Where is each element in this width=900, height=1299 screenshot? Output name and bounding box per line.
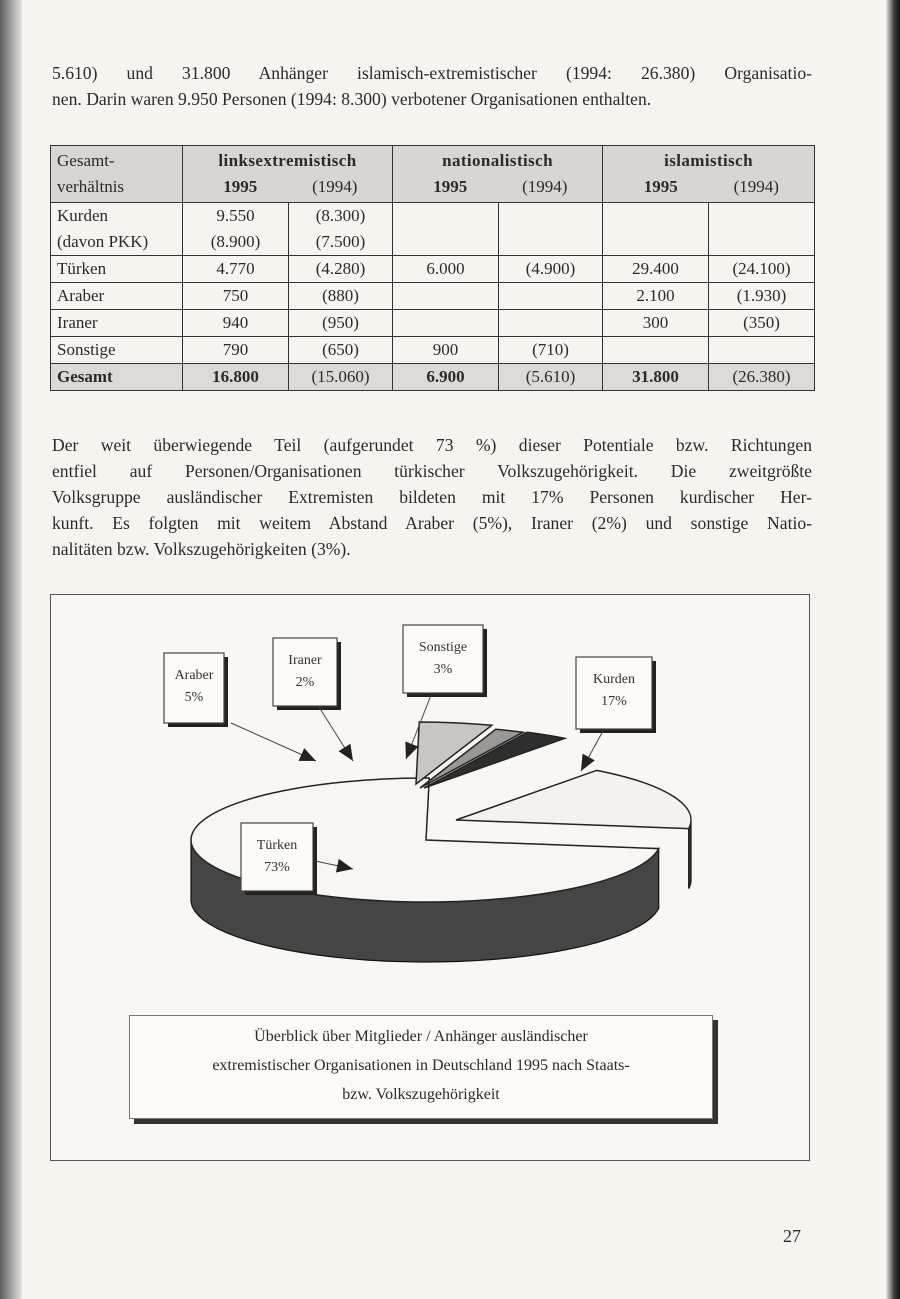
- group-label: islamistisch: [664, 151, 753, 170]
- group-label: linksextremistisch: [218, 151, 357, 170]
- label-box-sonstige: [403, 625, 483, 693]
- slice-label-araber: Araber: [174, 668, 214, 683]
- table-header-row: [51, 146, 815, 203]
- pie-slice-kurden: [456, 770, 691, 828]
- table-cell: 940: [183, 310, 289, 337]
- table-cell: [709, 337, 815, 364]
- membership-table: [50, 145, 815, 391]
- slice-label-türken: Türken: [256, 838, 298, 853]
- table-cell: (350): [709, 310, 815, 337]
- chart-caption: [129, 1015, 713, 1119]
- table-cell: (4.280): [289, 256, 393, 283]
- table-cell: (950): [289, 310, 393, 337]
- table-cell: (4.900): [499, 256, 603, 283]
- table-row: [51, 203, 815, 256]
- table-cell: [393, 283, 499, 310]
- table-cell: 31.800: [603, 364, 709, 391]
- table-cell: (15.060): [289, 364, 393, 391]
- table-cell: 4.770: [183, 256, 289, 283]
- table-cell: 6.900: [393, 364, 499, 391]
- caption-line: extremistischer Organisationen in Deutschland 1995 nach Staats-: [212, 1057, 630, 1074]
- table-cell: 750: [183, 283, 289, 310]
- table-cell: 300: [603, 310, 709, 337]
- label-box-iraner: [273, 638, 337, 706]
- intro-line: nen. Darin waren 9.950 Personen (1994: 8.300) verbotener Organisationen enthalten.: [52, 89, 652, 109]
- table-cell: [499, 283, 603, 310]
- row-label: Kurden (davon PKK): [51, 203, 183, 256]
- table-cell: (1.930): [709, 283, 815, 310]
- table-cell: 790: [183, 337, 289, 364]
- slice-value-kurden: 17%: [601, 694, 627, 709]
- intro-line: 5.610) und 31.800 Anhänger islamisch-extremistischer (1994: 26.380) Organisatio-: [52, 63, 812, 83]
- summary-line: entfiel auf Personen/Organisationen türkischer Volkszugehörigkeit. Die zweitgrößte: [52, 461, 812, 481]
- row-label: Türken: [51, 256, 183, 283]
- table-cell: [603, 337, 709, 364]
- pie-side-kurden: [689, 821, 691, 889]
- row-label: Sonstige: [51, 337, 183, 364]
- table-cell: (24.100): [709, 256, 815, 283]
- slice-value-türken: 73%: [264, 860, 290, 875]
- year-current: 1995: [643, 177, 678, 196]
- slice-value-sonstige: 3%: [433, 662, 453, 677]
- table-cell: [393, 203, 499, 256]
- table-cell: (650): [289, 337, 393, 364]
- row-label: Iraner: [51, 310, 183, 337]
- label-box-türken: [241, 823, 313, 891]
- year-previous: (1994): [733, 177, 779, 196]
- table-corner-header: [51, 146, 183, 203]
- intro-paragraph: [52, 60, 812, 112]
- slice-value-araber: 5%: [184, 690, 204, 705]
- table-total-row: [51, 364, 815, 391]
- summary-line: Der weit überwiegende Teil (aufgerundet 73 %) dieser Potentiale bzw. Richtungen: [52, 435, 812, 455]
- row-label: Gesamt: [51, 364, 183, 391]
- slice-label-iraner: Iraner: [288, 653, 322, 668]
- caption-line: Überblick über Mitglieder / Anhänger ausländischer: [254, 1028, 588, 1045]
- page-number: 27: [783, 1226, 801, 1246]
- label-box-araber: [164, 653, 224, 723]
- table-cell: (8.300) (7.500): [289, 203, 393, 256]
- summary-paragraph: [52, 432, 812, 562]
- page-right-shadow: [886, 0, 900, 1299]
- arrow-head-kurden: [581, 754, 595, 771]
- year-current: 1995: [223, 177, 258, 196]
- table-cell: 16.800: [183, 364, 289, 391]
- table-cell: [709, 203, 815, 256]
- table-row: [51, 256, 815, 283]
- table-cell: (5.610): [499, 364, 603, 391]
- page-left-shadow: [0, 0, 22, 1299]
- table-row: [51, 337, 815, 364]
- slice-label-kurden: Kurden: [593, 672, 635, 687]
- arrow-head-iraner: [339, 744, 353, 761]
- table-cell: [393, 310, 499, 337]
- summary-line: kunft. Es folgten mit weitem Abstand Araber (5%), Iraner (2%) und sonstige Natio-: [52, 513, 812, 533]
- corner-line-2: verhältnis: [57, 177, 125, 196]
- table-cell: 6.000: [393, 256, 499, 283]
- corner-line-1: Gesamt-: [57, 151, 115, 170]
- table-cell: [603, 203, 709, 256]
- table-cell: 29.400: [603, 256, 709, 283]
- label-box-kurden: [576, 657, 652, 729]
- slice-label-sonstige: Sonstige: [418, 640, 468, 655]
- summary-line: Volksgruppe ausländischer Extremisten bildeten mit 17% Personen kurdischer Her-: [52, 487, 812, 507]
- group-header-islamistisch: [603, 146, 815, 203]
- table-row: [51, 283, 815, 310]
- group-label: nationalistisch: [442, 151, 553, 170]
- year-previous: (1994): [522, 177, 568, 196]
- year-previous: (1994): [312, 177, 358, 196]
- caption-line: bzw. Volkszugehörigkeit: [342, 1086, 500, 1103]
- summary-line: nalitäten bzw. Volkszugehörigkeiten (3%).: [52, 539, 351, 559]
- pie-chart-frame: [50, 594, 810, 1161]
- table-cell: 900: [393, 337, 499, 364]
- table-cell: 2.100: [603, 283, 709, 310]
- table-cell: [499, 203, 603, 256]
- slice-value-iraner: 2%: [295, 675, 315, 690]
- table-cell: (710): [499, 337, 603, 364]
- table-cell: [499, 310, 603, 337]
- table-cell: (26.380): [709, 364, 815, 391]
- table-row: [51, 310, 815, 337]
- table-cell: 9.550 (8.900): [183, 203, 289, 256]
- group-header-nationalistisch: [393, 146, 603, 203]
- table-cell: (880): [289, 283, 393, 310]
- arrow-head-sonstige: [405, 742, 418, 759]
- group-header-links: [183, 146, 393, 203]
- row-label: Araber: [51, 283, 183, 310]
- year-current: 1995: [433, 177, 468, 196]
